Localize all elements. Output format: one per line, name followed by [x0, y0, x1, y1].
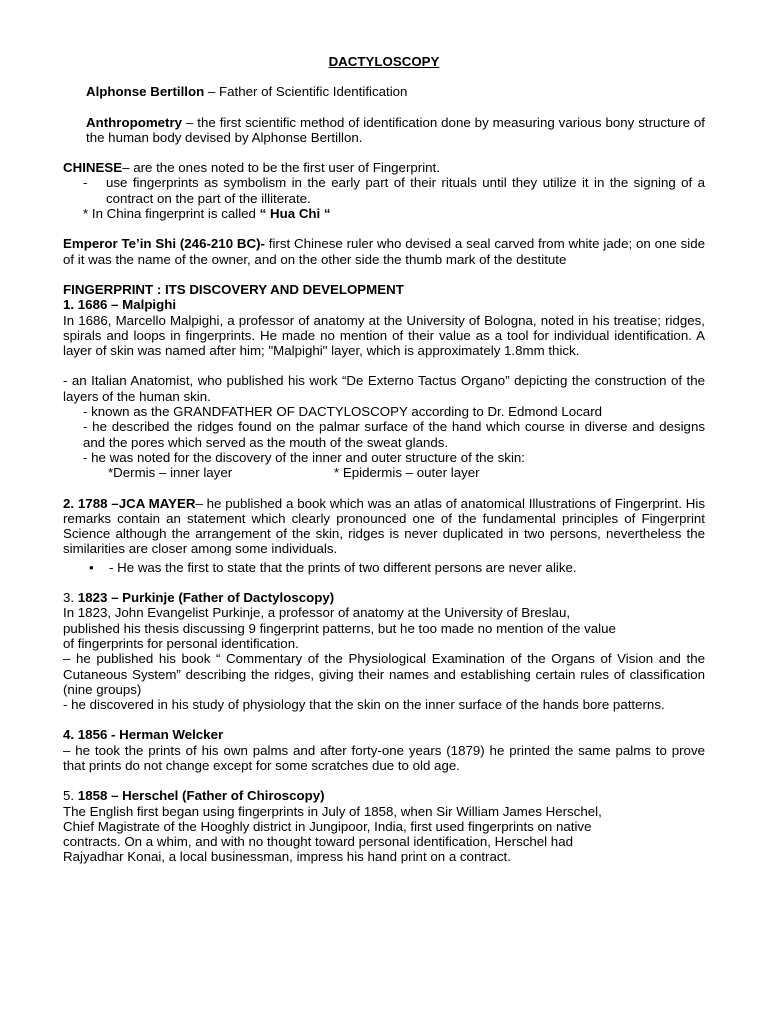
skin-layers: [63, 465, 705, 480]
chinese-term: CHINESE: [63, 160, 123, 176]
herschel-line-2: Chief Magistrate of the Hooghly district in Jungipoor, India, first used fingerprints on native: [63, 818, 592, 834]
purkinje-discovered: - he discovered in his study of physiology that the skin on the inner surface of the hands bore patterns.: [63, 697, 665, 713]
bullet-marker: •: [89, 559, 94, 575]
purkinje-line-1: In 1823, John Evangelist Purkinje, a professor of anatomy at the University of Breslau,: [63, 605, 571, 621]
herschel-line-4: Rajyadhar Konai, a local businessman, impress his hand print on a contract.: [63, 849, 511, 865]
section-heading: FINGERPRINT : ITS DISCOVERY AND DEVELOPMENT: [63, 281, 404, 297]
welcker-heading: 4. 1856 - Herman Welcker: [63, 727, 224, 743]
bertillon-name: Alphonse Bertillon: [86, 84, 205, 100]
mayer-entry: [63, 496, 705, 557]
welcker-text: – he took the prints of his own palms and after forty-one years (1879) he printed the same palms to prove that prints do not change except for some scratches due to old age.: [63, 742, 705, 773]
purkinje-num: 3.: [63, 590, 78, 606]
anthropometry-text: – the first scientific method of identification done by measuring various bony structure of the human body devised by Alphonse Bertillon.: [86, 114, 705, 145]
purkinje-line-3: of fingerprints for personal identification.: [63, 635, 299, 651]
bertillon-entry: [63, 84, 705, 99]
chinese-list-item: [63, 175, 705, 206]
document-page: [63, 54, 705, 865]
emperor-text: first Chinese ruler who devised a seal carved from white jade; on one side of it was the name of the owner, and on the other side the thumb mark of the destitute: [63, 236, 705, 267]
herschel-line-1: The English first began using fingerprints in July of 1858, when Sir William James Herschel,: [63, 803, 602, 819]
chinese-text: – are the ones noted to be the first user of Fingerprint.: [122, 160, 440, 176]
anthropometry-term: Anthropometry: [86, 114, 183, 130]
herschel-heading: 1858 – Herschel (Father of Chiroscopy): [77, 788, 325, 804]
malpighi-noted: - he was noted for the discovery of the inner and outer structure of the skin:: [83, 449, 525, 465]
emperor-term: Emperor Te’in Shi (246-210 BC)-: [63, 236, 265, 252]
mayer-heading: 2. 1788 –JCA MAYER: [63, 495, 196, 511]
chinese-item-text: use fingerprints as symbolism in the early part of their rituals until they utilize it in the signing of a contract on the part of the illiterate.: [106, 175, 705, 206]
chinese-entry: [63, 160, 705, 175]
herschel-heading-line: [63, 788, 705, 803]
dermis-label: *Dermis – inner layer: [108, 465, 233, 481]
malpighi-grandfather: - known as the GRANDFATHER OF DACTYLOSCOPY according to Dr. Edmond Locard: [83, 404, 603, 420]
hua-chi-prefix: * In China fingerprint is called: [83, 206, 260, 222]
malpighi-ridges: - he described the ridges found on the palmar surface of the hand which course in diverse and designs and the pores which served as the mouth of the sweat glands.: [83, 419, 705, 450]
mayer-bullet-item: [63, 560, 705, 575]
hua-chi-note: [63, 206, 705, 221]
hua-chi-term: “ Hua Chi “: [259, 206, 331, 222]
document-title: DACTYLOSCOPY: [328, 54, 440, 69]
purkinje-heading: 1823 – Purkinje (Father of Dactyloscopy): [77, 590, 335, 606]
herschel-num: 5.: [63, 788, 78, 804]
malpighi-paragraph: In 1686, Marcello Malpighi, a professor of anatomy at the University of Bologna, noted in his treatise; ridges, spirals and loops in fingerprints. He made no mention of their value as a tool for individual identification. A layer of skin was named after him; "Malpighi" layer, which is approximately 1.8mm thick.: [63, 312, 705, 359]
malpighi-heading: 1. 1686 – Malpighi: [63, 297, 177, 313]
purkinje-book: – he published his book “ Commentary of the Physiological Examination of the Organs of Vision and the Cutaneous System” describing the ridges, giving their names and establishing certain rules of classification (nine groups): [63, 651, 705, 697]
dash-marker: -: [83, 175, 88, 191]
mayer-text: – he published a book which was an atlas of anatomical Illustrations of Fingerprint. His remarks contain an statement which clearly pronounced one of the fundamental principles of Fingerprint Science although the arrangement of the skin, ridges is never duplicated in two persons, nevertheless the similarities are closer among some individuals.: [63, 495, 705, 557]
purkinje-line-2: published his thesis discussing 9 fingerprint patterns, but he too made no mention of the value: [63, 620, 616, 636]
purkinje-heading-line: [63, 590, 705, 605]
bertillon-text: – Father of Scientific Identification: [204, 84, 408, 100]
mayer-bullet-text: - He was the first to state that the prints of two different persons are never alike.: [109, 559, 577, 575]
malpighi-italian: - an Italian Anatomist, who published his work “De Externo Tactus Organo” depicting the construction of the layers of the human skin.: [63, 373, 705, 404]
epidermis-label: * Epidermis – outer layer: [334, 465, 480, 481]
anthropometry-entry: [63, 115, 705, 146]
emperor-entry: [63, 236, 705, 267]
herschel-line-3: contracts. On a whim, and with no thought toward personal identification, Herschel had: [63, 834, 573, 850]
